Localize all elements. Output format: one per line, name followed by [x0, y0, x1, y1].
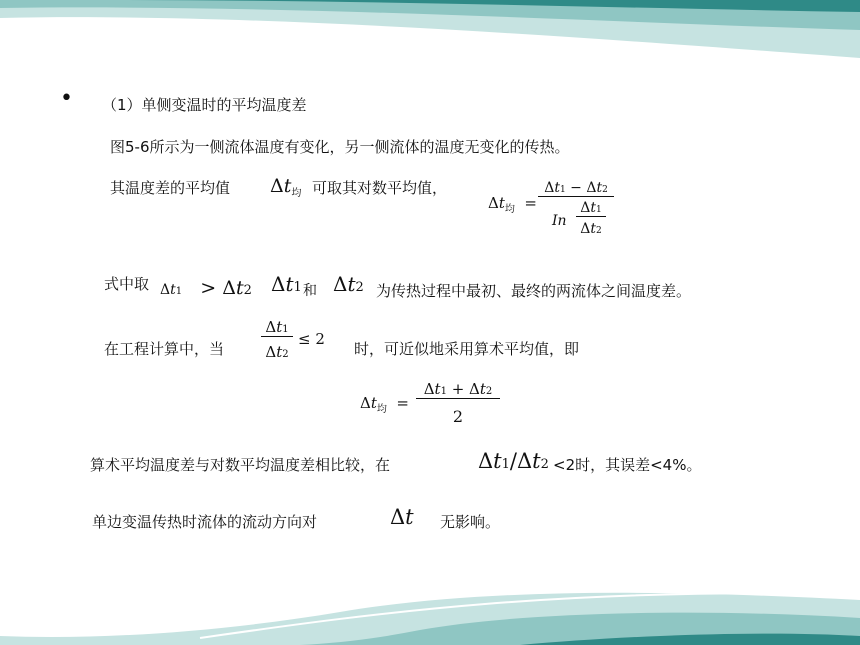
paragraph-comparison: 算术平均温度差与对数平均温度差相比较，在: [90, 456, 391, 474]
subscript-jun-2: 均: [504, 204, 515, 215]
paragraph-engineering-calc: 在工程计算中，当: [104, 340, 225, 358]
inner-fraction: Δt1 Δt2: [576, 200, 606, 237]
log-mean-numerator: Δt1 − Δt2: [544, 180, 608, 196]
subscript-jun-3: 均: [376, 404, 387, 415]
paragraph-temp-diff-desc: 为传热过程中最初、最终的两流体之间温度差。: [376, 282, 692, 300]
formula-arith-mean-fraction: Δt1 + Δt2 2: [416, 380, 500, 426]
formula-le-two: ≤ 2: [298, 330, 325, 348]
subscript-jun: 均: [291, 188, 302, 199]
paragraph-arith-mean-text: 时，可近似地采用算术平均值，即: [354, 340, 580, 358]
formula-arith-mean-lhs: $\Delta t_均$ =: [360, 394, 409, 415]
bullet-dot: •: [60, 86, 73, 111]
paragraph-no-effect: 无影响。: [440, 513, 501, 531]
formula-delta-t-mean-inline: $\Delta t_均$: [270, 175, 302, 199]
formula-log-mean-fraction: [538, 180, 614, 247]
log-mean-denominator: [538, 197, 614, 247]
paragraph-mean-temp-diff: 其温度差的平均值: [110, 179, 231, 197]
paragraph-where-text: 式中取: [104, 275, 150, 293]
formula-ratio-fraction: Δt1 Δt2: [261, 318, 293, 361]
paragraph-log-mean-text: 可取其对数平均值，: [312, 179, 448, 197]
formula-ratio-inline: Δt1/Δt2: [478, 449, 549, 473]
formula-delta-t1-gt-delta-t2: Δt1 > Δt2: [160, 277, 252, 299]
formula-delta-t2: Δt2: [333, 272, 364, 296]
paragraph-figure-description: 图5-6所示为一侧流体温度有变化，另一侧流体的温度无变化的传热。: [110, 138, 570, 156]
and-label: 和: [303, 283, 317, 299]
section-heading: （1）单侧变温时的平均温度差: [102, 96, 307, 114]
formula-delta-t: Δt: [390, 505, 414, 529]
formula-delta-t1: Δt1: [271, 272, 302, 296]
paragraph-flow-direction: 单边变温传热时流体的流动方向对: [92, 513, 318, 531]
ln-label: In: [552, 213, 567, 229]
paragraph-error-text: <2时，其误差<4%。: [553, 456, 702, 474]
formula-log-mean-lhs: $\Delta t_均$ =: [488, 194, 537, 215]
denominator-two: 2: [452, 407, 464, 426]
